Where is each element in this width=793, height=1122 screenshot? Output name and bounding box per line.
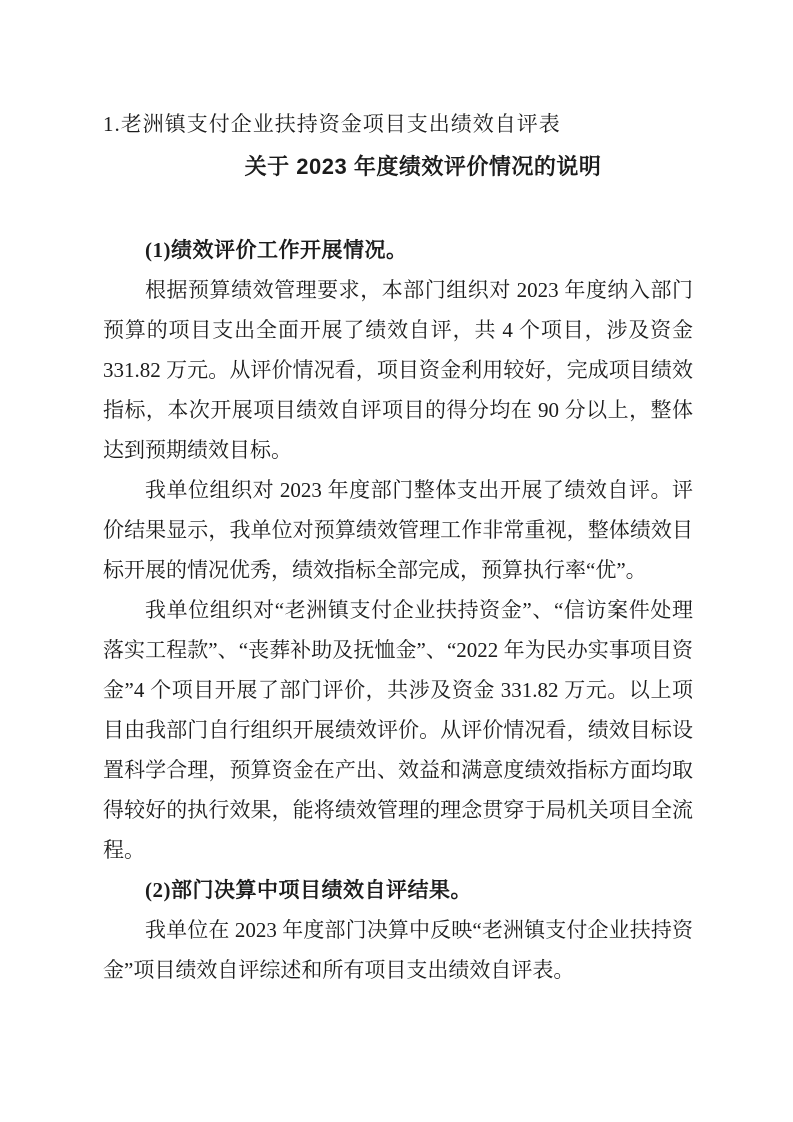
- section-1-paragraph-3: 我单位组织对“老洲镇支付企业扶持资金”、“信访案件处理落实工程款”、“丧葬补助及抚恤金”、“2022 年为民办实事项目资金”4 个项目开展了部门评价，共涉及资金 331.82 万元。以上项目由我部门自行组织开展绩效评价。从评价情况看，绩效目标设置科学合理，预算资金在产出、效益和满意度绩效指标方面均取得较好的执行效果，能将绩效管理的理念贯穿于局机关项目全流程。: [103, 598, 693, 862]
- section-2-paragraph-1: 我单位在 2023 年度部门决算中反映“老洲镇支付企业扶持资金”项目绩效自评综述和所有项目支出绩效自评表。: [103, 918, 693, 982]
- section-1-heading: (1)绩效评价工作开展情况。: [145, 238, 408, 262]
- section-1-paragraph-2: 我单位组织对 2023 年度部门整体支出开展了绩效自评。评价结果显示，我单位对预算绩效管理工作非常重视，整体绩效目标开展的情况优秀，绩效指标全部完成，预算执行率“优”。: [103, 478, 693, 582]
- section-1-paragraph-1: 根据预算绩效管理要求，本部门组织对 2023 年度纳入部门预算的项目支出全面开展了绩效自评，共 4 个项目，涉及资金 331.82 万元。从评价情况看，项目资金利用较好，完成项目绩效指标，本次开展项目绩效自评项目的得分均在 90 分以上，整体达到预期绩效目标。: [103, 278, 693, 462]
- document-content: [103, 104, 693, 990]
- attachment-title: 1.老洲镇支付企业扶持资金项目支出绩效自评表: [103, 112, 561, 136]
- section-2-heading: (2)部门决算中项目绩效自评结果。: [145, 878, 472, 902]
- spacer: [103, 190, 693, 230]
- main-title: 关于 2023 年度绩效评价情况的说明: [244, 154, 602, 179]
